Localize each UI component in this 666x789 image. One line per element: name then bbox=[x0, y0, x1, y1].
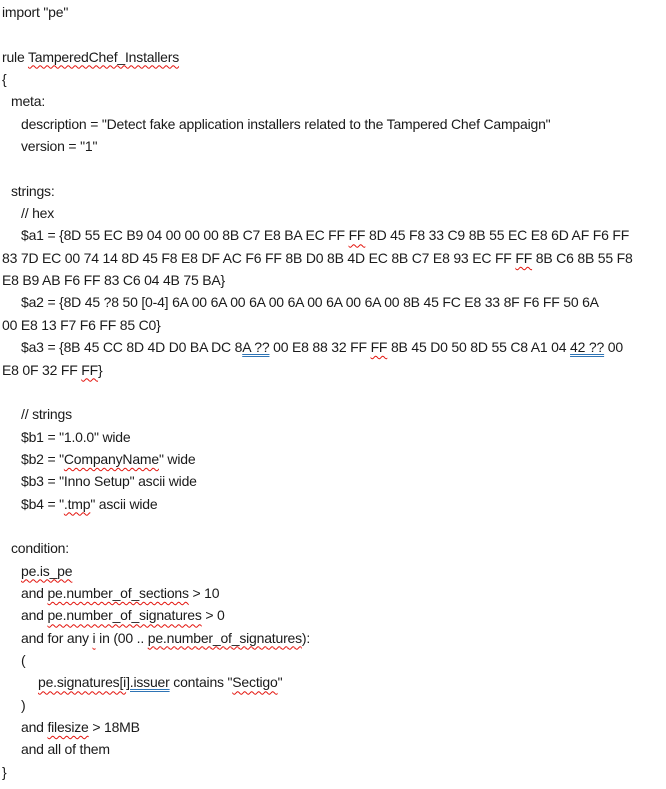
code-line bbox=[2, 403, 666, 425]
code-text: > 10 bbox=[188, 584, 220, 601]
code-line bbox=[2, 135, 666, 157]
code-text: in (00 .. bbox=[95, 629, 148, 646]
code-text: 00 E8 13 F7 F6 FF 85 C0} bbox=[2, 316, 161, 333]
code-line bbox=[2, 90, 666, 112]
code-line bbox=[2, 113, 666, 135]
code-text: " ascii wide bbox=[90, 495, 158, 512]
spellcheck-flagged-text: FF bbox=[81, 361, 99, 378]
code-line bbox=[2, 359, 666, 381]
code-line bbox=[2, 470, 666, 492]
code-line bbox=[2, 738, 666, 760]
code-text: $a1 = {8D 55 EC B9 04 00 00 00 8B C7 E8 BA EC FF bbox=[21, 227, 349, 244]
code-line bbox=[2, 314, 666, 336]
spellcheck-flagged-text: FF bbox=[348, 227, 366, 244]
code-text: import "pe" bbox=[2, 4, 69, 20]
code-line bbox=[2, 157, 666, 179]
code-text: $b1 = "1.0.0" wide bbox=[21, 428, 131, 445]
grammar-flagged-text: ].issuer bbox=[126, 674, 170, 691]
code-line bbox=[2, 649, 666, 671]
code-line bbox=[2, 381, 666, 403]
code-text: ) bbox=[21, 696, 26, 713]
code-line bbox=[2, 582, 666, 604]
code-text: and bbox=[21, 607, 48, 624]
code-text: " bbox=[277, 674, 283, 691]
spellcheck-flagged-text: pe.is_pe bbox=[21, 562, 73, 579]
code-line bbox=[2, 269, 666, 291]
spellcheck-flagged-text: Sectigo bbox=[232, 674, 278, 691]
spellcheck-flagged-text: TamperedChef_Installers bbox=[27, 48, 180, 65]
spellcheck-flagged-text: CompanyName bbox=[63, 450, 159, 467]
code-line bbox=[2, 1, 666, 23]
code-text: contains " bbox=[169, 674, 233, 691]
code-line bbox=[2, 180, 666, 202]
code-line bbox=[2, 247, 666, 269]
code-line bbox=[2, 560, 666, 582]
code-text: } bbox=[2, 763, 7, 780]
spellcheck-flagged-text: pe.number_of_signatures bbox=[147, 629, 302, 646]
code-line bbox=[2, 515, 666, 537]
code-text: // strings bbox=[21, 406, 72, 423]
code-line bbox=[2, 291, 666, 313]
code-line bbox=[2, 537, 666, 559]
code-text: " wide bbox=[158, 450, 196, 467]
code-text: meta: bbox=[11, 93, 46, 110]
code-text: and bbox=[21, 719, 48, 735]
grammar-flagged-text: A ?? bbox=[242, 339, 270, 356]
code-line bbox=[2, 448, 666, 470]
spellcheck-flagged-text: .tmp bbox=[63, 495, 91, 512]
code-text: version = "1" bbox=[21, 138, 98, 155]
code-text: strings: bbox=[11, 182, 55, 199]
code-line bbox=[2, 716, 666, 738]
code-text: > 0 bbox=[201, 607, 225, 624]
code-text: 00 E8 88 32 FF bbox=[269, 339, 371, 356]
grammar-flagged-text: 42 ?? bbox=[570, 339, 605, 356]
code-text: and bbox=[21, 584, 48, 601]
code-line bbox=[2, 46, 666, 68]
code-line bbox=[2, 493, 666, 515]
code-text: 8B 45 D0 50 8D 55 C8 A1 04 bbox=[387, 339, 571, 356]
code-text: $b4 = " bbox=[21, 495, 64, 512]
spellcheck-flagged-text: FF bbox=[370, 339, 388, 356]
code-line bbox=[2, 336, 666, 358]
code-text: } bbox=[98, 361, 103, 378]
spellcheck-flagged-text: i bbox=[92, 629, 96, 646]
code-line bbox=[2, 761, 666, 783]
code-line bbox=[2, 671, 666, 693]
code-text: $b2 = " bbox=[21, 450, 64, 467]
spellcheck-flagged-text: pe.number_of_signatures bbox=[47, 607, 202, 624]
code-text: rule bbox=[2, 48, 28, 65]
spellcheck-flagged-text: pe.signatures[i bbox=[38, 674, 127, 691]
code-text: ( bbox=[21, 651, 26, 668]
code-text: 8D 45 F8 33 C9 8B 55 EC E8 6D AF F6 FF bbox=[365, 227, 630, 244]
code-text: 8B C6 8B 55 F8 bbox=[532, 249, 633, 266]
code-line bbox=[2, 627, 666, 649]
code-line bbox=[2, 694, 666, 716]
spellcheck-flagged-text: FF bbox=[515, 249, 533, 266]
code-text: ): bbox=[301, 629, 311, 646]
code-line bbox=[2, 224, 666, 246]
code-text: E8 0F 32 FF bbox=[2, 361, 82, 378]
spellcheck-flagged-text: pe.number_of_sections bbox=[47, 584, 189, 601]
code-line bbox=[2, 68, 666, 90]
code-text: description = "Detect fake application installers related to the Tampered Chef Campaign" bbox=[21, 115, 551, 132]
code-line bbox=[2, 604, 666, 626]
code-text: { bbox=[2, 71, 7, 88]
code-text: E8 B9 AB F6 FF 83 C6 04 4B 75 BA} bbox=[2, 272, 225, 289]
code-line bbox=[2, 202, 666, 224]
code-text: > 18MB bbox=[88, 719, 140, 735]
code-text: $a2 = {8D 45 ?8 50 [0-4] 6A 00 6A 00 6A 00 6A 00 6A 00 6A 00 8B 45 FC E8 33 8F F6 FF 50 6A bbox=[21, 294, 599, 311]
code-text: 83 7D EC 00 74 14 8D 45 F8 E8 DF AC F6 FF 8B D0 8B 4D EC 8B C7 E8 93 EC FF bbox=[2, 249, 516, 266]
code-text: $a3 = {8B 45 CC 8D 4D D0 BA DC 8 bbox=[21, 339, 243, 356]
code-text: condition: bbox=[11, 540, 69, 557]
code-line bbox=[2, 426, 666, 448]
code-text: 00 bbox=[604, 339, 623, 356]
code-text: and all of them bbox=[21, 741, 110, 758]
code-text: $b3 = "Inno Setup" ascii wide bbox=[21, 473, 197, 490]
code-text: // hex bbox=[21, 205, 55, 222]
code-line bbox=[2, 23, 666, 45]
spellcheck-flagged-text: filesize bbox=[47, 719, 89, 735]
code-text: and for any bbox=[21, 629, 93, 646]
